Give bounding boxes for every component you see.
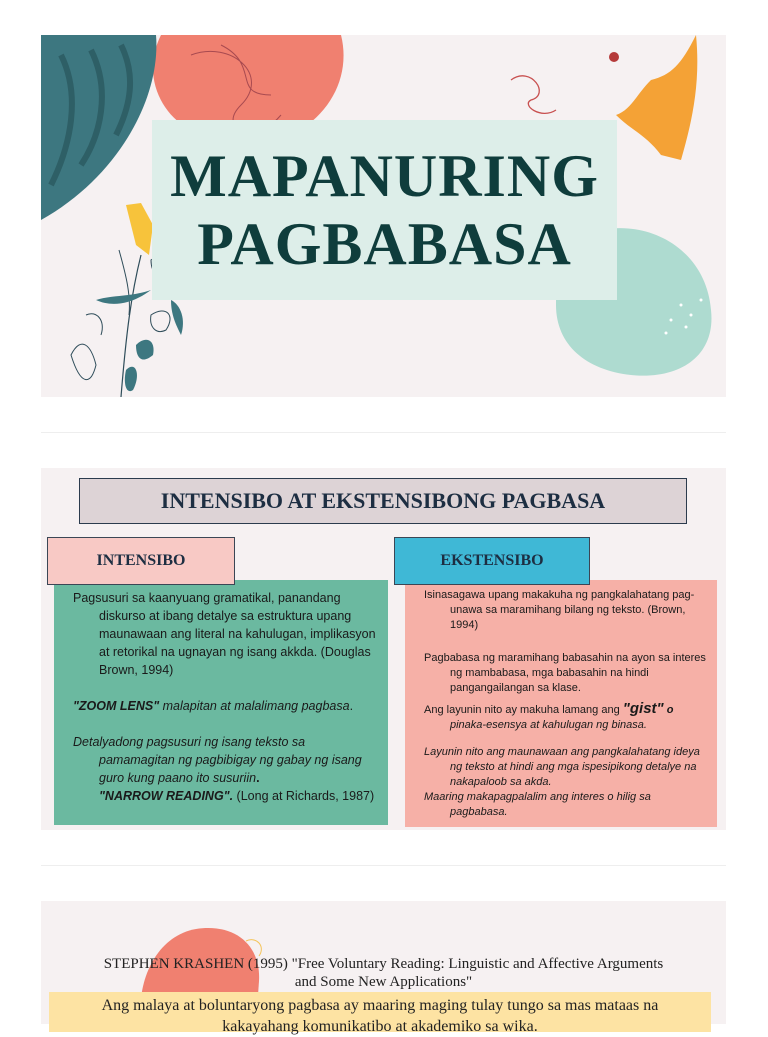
gist-meaning: pinaka-esensya at kahulugan ng binasa. (450, 719, 647, 731)
detailed-analysis-period: . (256, 771, 260, 785)
detailed-analysis-text: Detalyadong pagsusuri ng isang teksto sa pamamagitan ng pagbibigay ng gabay ng isang guro kung paano ito susuriin (73, 735, 362, 785)
quote-line1: Ang malaya at boluntaryong pagbasa ay maaring maging tulay tungo sa mas mataas na (101, 997, 659, 1014)
narrow-reading-paragraph (73, 733, 378, 805)
ekstensibo-definition: Isinasagawa upang makakuha ng pangkalahatang pag-unawa sa maramihang bilang ng teksto. (Brown, 1994) (424, 589, 695, 631)
ekstensibo-card (405, 580, 717, 827)
ekstensibo-label: EKSTENSIBO (394, 537, 590, 585)
citation-line1: STEPHEN KRASHEN (1995) "Free Voluntary Reading: Linguistic and Affective Arguments (103, 956, 664, 972)
ekstensibo-gist-line (424, 701, 709, 733)
yellow-flower (126, 203, 153, 255)
krashen-slide (41, 901, 726, 1035)
title-slide (41, 35, 726, 397)
intensibo-label: INTENSIBO (47, 537, 235, 585)
slide-divider (41, 432, 726, 433)
ekstensibo-interest: Pagbabasa ng maramihang babasahin na ayon sa interes ng mambabasa, mga babasahin na hindi pangangailangan sa klase. (424, 652, 706, 694)
page-title-line1: MAPANURING (170, 143, 599, 209)
intensibo-card (54, 580, 388, 825)
zoom-lens-term: "ZOOM LENS" (73, 699, 160, 713)
comparison-slide (41, 468, 726, 830)
section-banner: INTENSIBO AT EKSTENSIBONG PAGBASA (79, 478, 687, 524)
zoom-lens-desc: malapitan at malalimang pagbasa (159, 699, 350, 713)
zoom-lens-line (73, 697, 378, 715)
quote-bar (49, 992, 711, 1035)
krashen-citation (41, 955, 726, 991)
ekstensibo-interest-deepen: Maaring makapagpalalim ang interes o hilig sa pagbabasa. (424, 791, 651, 818)
quote-line2: kakayahang komunikatibo at akademiko sa wika. (222, 1018, 538, 1035)
ekstensibo-goal: Layunin nito ang maunawaan ang pangkalahatang ideya ng teksto at hindi ang mga ispesipikong detalye na nakapaloob sa akda. (424, 746, 700, 788)
orange-leaf (616, 35, 697, 160)
slide-divider (41, 865, 726, 866)
gist-intro: Ang layunin nito ay makuha lamang ang (424, 704, 623, 716)
gist-term: "gist" (622, 700, 664, 717)
citation-line2: and Some New Applications" (294, 974, 473, 990)
gist-o: o (663, 704, 674, 716)
narrow-reading-citation: (Long at Richards, 1987) (233, 789, 375, 803)
narrow-reading-term: "NARROW READING". (99, 789, 234, 803)
zoom-lens-period: . (349, 699, 354, 713)
page-title-line2: PAGBABASA (197, 211, 572, 277)
intensibo-definition: Pagsusuri sa kaanyuang gramatikal, panandang diskurso at ibang detalye sa estruktura upang maunawaan ang literal na kahulugan, implikasyon at retorikal na ugnayan ng isang akkda. (Douglas Brown, 1994) (73, 591, 376, 677)
title-box (152, 120, 617, 300)
